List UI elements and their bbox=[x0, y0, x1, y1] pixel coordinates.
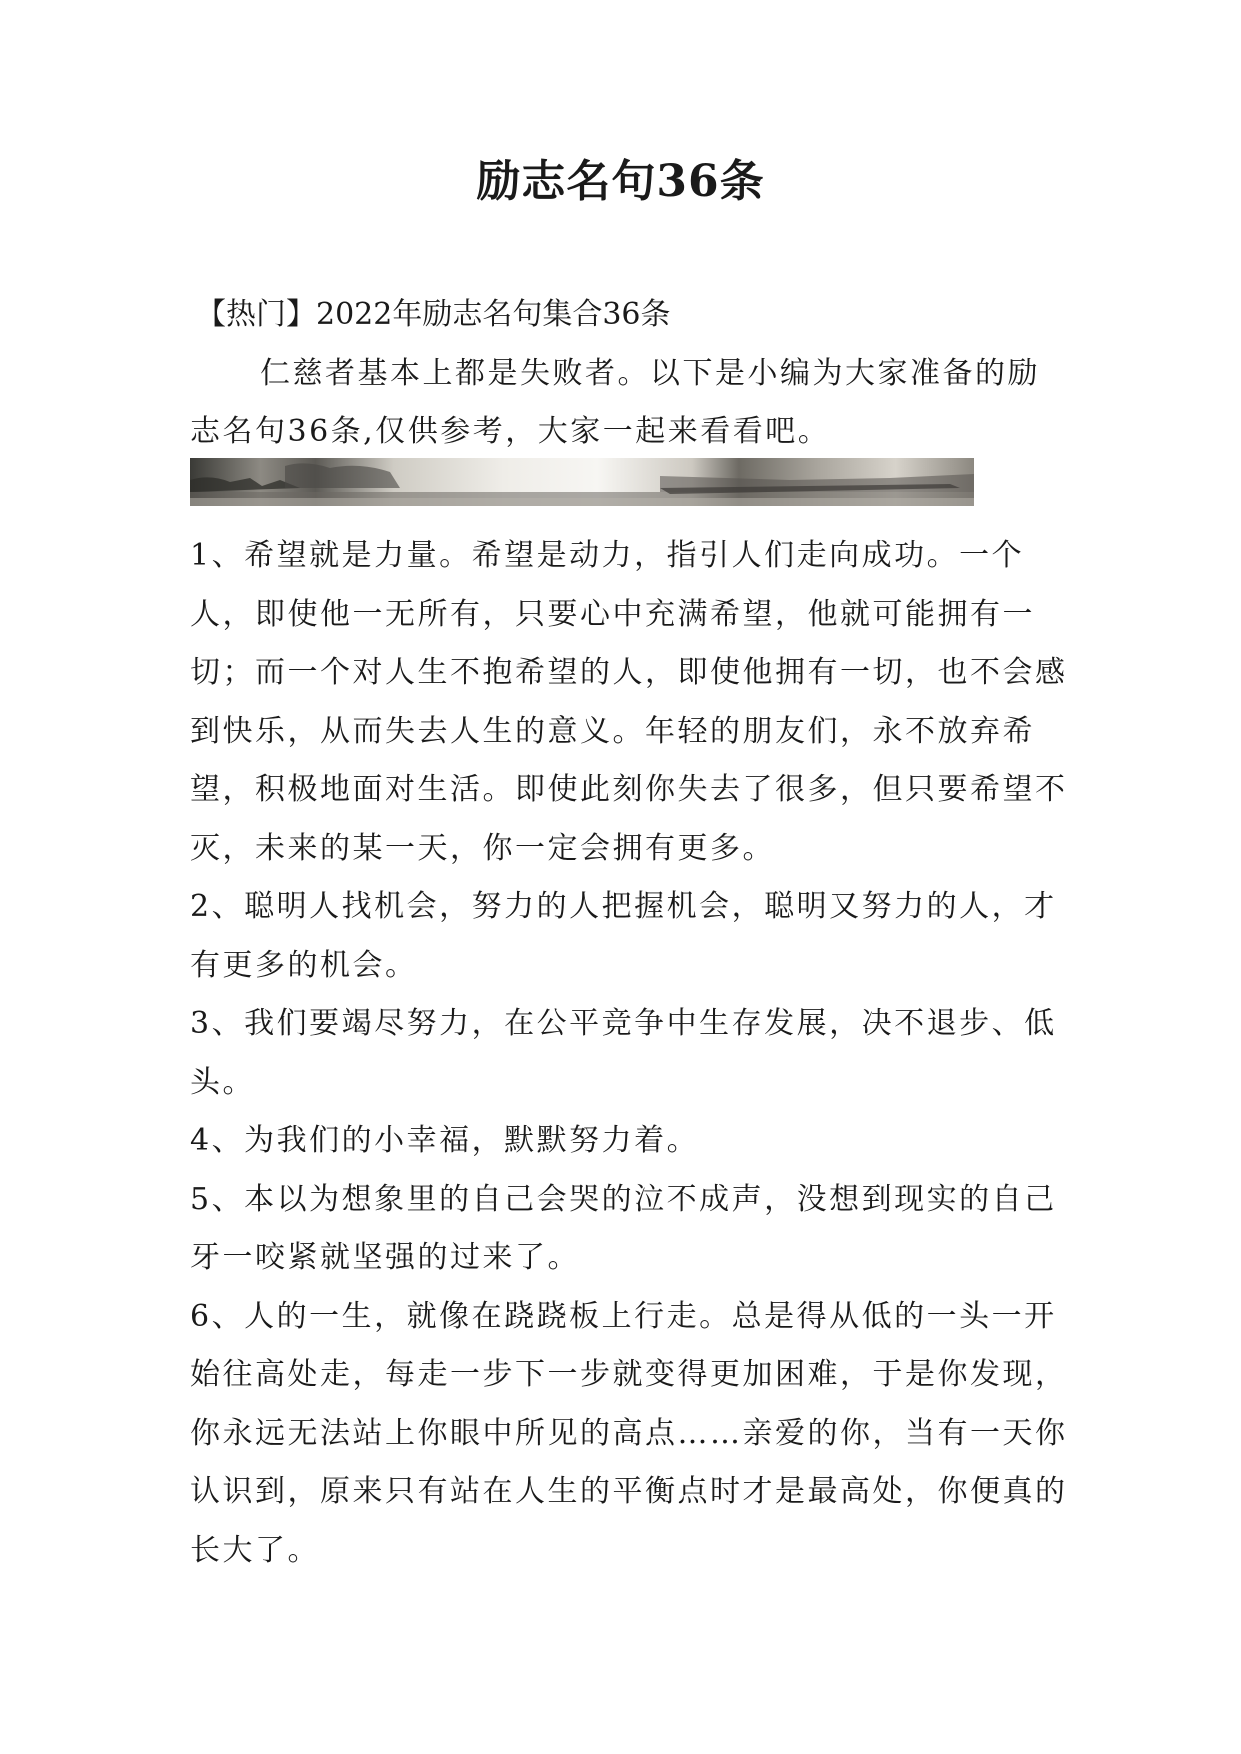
quote-item-2: 2、聪明人找机会，努力的人把握机会，聪明又努力的人，才有更多的机会。 bbox=[190, 889, 1057, 983]
quote-item-1: 1、希望就是力量。希望是动力，指引人们走向成功。一个人，即使他一无所有，只要心中充满希望，他就可能拥有一切；而一个对人生不抱希望的人，即使他拥有一切，也不会感到快乐，从而失去人生的意义。年轻的朋友们，永不放弃希望，积极地面对生活。即使此刻你失去了很多，但只要希望不灭，未来的某一天，你一定会拥有更多。 bbox=[190, 538, 1068, 866]
document-title: 励志名句36条 bbox=[476, 156, 765, 207]
document-subtitle: 【热门】2022年励志名句集合36条 bbox=[196, 297, 671, 332]
intro-paragraph: 仁慈者基本上都是失败者。以下是小编为大家准备的励志名句36条,仅供参考，大家一起来看看吧。 bbox=[190, 356, 1040, 449]
quote-list bbox=[190, 527, 1070, 1580]
quote-item-3: 3、我们要竭尽努力，在公平竞争中生存发展，决不退步、低头。 bbox=[190, 1006, 1057, 1100]
quote-item-4: 4、为我们的小幸福，默默努力着。 bbox=[190, 1123, 700, 1158]
landscape-banner-image bbox=[190, 458, 974, 506]
quote-item-5: 5、本以为想象里的自己会哭的泣不成声，没想到现实的自己牙一咬紧就坚强的过来了。 bbox=[190, 1181, 1057, 1275]
quote-item-6: 6、人的一生，就像在跷跷板上行走。总是得从低的一头一开始往高处走，每走一步下一步就变得更加困难，于是你发现，你永远无法站上你眼中所见的高点……亲爱的你，当有一天你认识到，原来只有站在人生的平衡点时才是最高处，你便真的长大了。 bbox=[190, 1298, 1068, 1568]
